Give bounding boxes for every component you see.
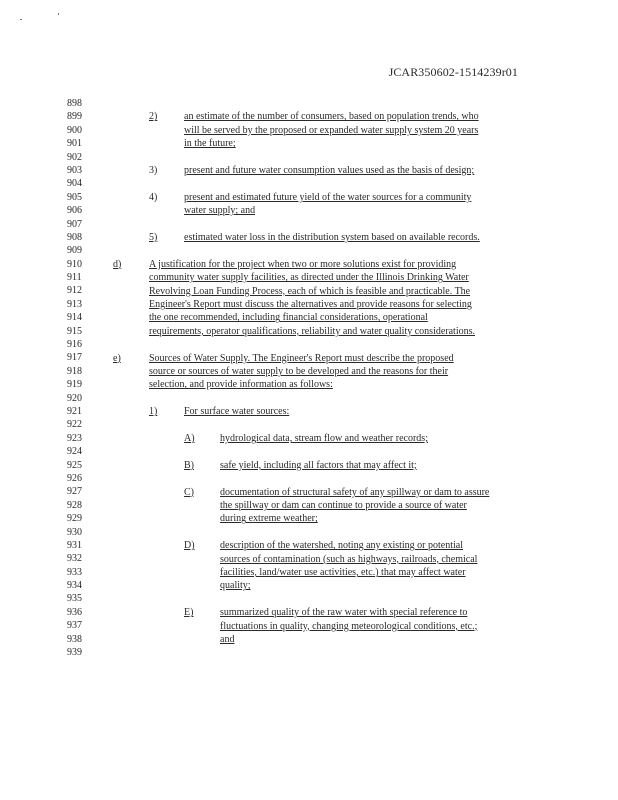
line-number: 920 (67, 392, 82, 404)
line-number: 915 (67, 325, 82, 337)
line-number: 906 (67, 205, 82, 217)
section-e-text (149, 352, 454, 392)
line-number: 921 (67, 405, 82, 417)
item-C-text (220, 486, 489, 526)
text-line: sources of contamination (such as highways, railroads, chemical (220, 553, 478, 565)
text-line: documentation of structural safety of any spillway or dam to assure (220, 486, 490, 498)
item-e1-marker: 1) (149, 406, 158, 418)
text-line: in the future; (184, 138, 236, 150)
text-line: A justification for the project when two or more solutions exist for providing (149, 258, 457, 270)
line-number: 923 (67, 432, 82, 444)
text-line: requirements, operator qualifications, reliability and water quality considerations. (149, 325, 476, 337)
line-number: 918 (67, 365, 82, 377)
item-C-marker: C) (184, 486, 194, 498)
text-line: facilities, land/water use activities, etc.) that may affect water (220, 567, 466, 578)
line-number: 917 (67, 352, 82, 364)
line-number: 913 (67, 298, 82, 310)
line-number: 903 (67, 164, 82, 176)
item-2-marker: 2) (149, 111, 158, 123)
line-number: 934 (67, 580, 82, 592)
item-3-text: present and future water consumption values used as the basis of design; (184, 165, 475, 176)
text-line: Engineer's Report must discuss the alternatives and provide reasons for selecting (149, 299, 472, 311)
line-number: 909 (67, 245, 82, 257)
item-3-marker: 3) (149, 165, 158, 176)
item-e1-text: For surface water sources: (184, 406, 290, 418)
line-number: 902 (67, 151, 82, 163)
line-number: 908 (67, 231, 82, 243)
text-line: during extreme weather; (220, 513, 318, 525)
line-number: 907 (67, 218, 82, 230)
line-number: 929 (67, 513, 82, 525)
line-number: 937 (67, 620, 82, 632)
line-number: 901 (67, 138, 82, 150)
text-line: selection, and provide information as follows: (149, 379, 333, 391)
line-number: 938 (67, 633, 82, 645)
text-line: present and estimated future yield of the water sources for a community (184, 191, 472, 203)
text-line: fluctuations in quality, changing meteorological conditions, etc.; (220, 620, 478, 632)
text-line: an estimate of the number of consumers, based on population trends, who (184, 111, 479, 123)
line-number: 905 (67, 191, 82, 203)
line-number: 910 (67, 258, 82, 270)
section-d-marker: d) (113, 258, 122, 270)
item-2-text (184, 110, 479, 150)
text-line: source or sources of water supply to be developed and the reasons for their (149, 366, 449, 377)
line-number: 919 (67, 379, 82, 391)
item-D-marker: D) (184, 540, 195, 552)
item-5-marker: 5) (149, 232, 158, 243)
line-number: 935 (67, 593, 82, 605)
text-line: the one recommended, including financial considerations, operational (149, 312, 428, 324)
line-number: 898 (67, 98, 82, 109)
document-id: JCAR350602-1514239r01 (388, 65, 518, 79)
item-A-marker: A) (184, 433, 195, 444)
item-D-text (220, 539, 477, 593)
line-number: 939 (67, 647, 82, 659)
line-number: 914 (67, 312, 82, 324)
text-line: water supply; and (184, 205, 256, 217)
line-number: 900 (67, 124, 82, 136)
text-line: Revolving Loan Funding Process, each of which is feasible and practicable. The (149, 285, 471, 297)
text-line: Sources of Water Supply. The Engineer's Report must describe the proposed (149, 352, 454, 364)
line-number: 912 (67, 285, 82, 297)
item-E-marker: E) (184, 607, 194, 619)
item-E-text (220, 606, 477, 646)
text-line: summarized quality of the raw water with special reference to (220, 607, 468, 619)
item-B-text: safe yield, including all factors that may affect it; (220, 459, 417, 471)
line-number: 904 (67, 178, 82, 190)
line-number: 928 (67, 499, 82, 511)
line-number: 925 (67, 459, 82, 471)
line-number: 930 (67, 526, 82, 538)
line-number: 911 (67, 272, 82, 284)
line-number: 922 (67, 419, 82, 431)
line-number: 933 (67, 566, 82, 578)
section-d-text (149, 258, 475, 338)
scan-speck (58, 13, 59, 15)
line-number: 916 (67, 339, 82, 351)
text-line: will be served by the proposed or expanded water supply system 20 years (184, 124, 479, 136)
scan-speck (20, 19, 22, 20)
line-number: 899 (67, 111, 82, 123)
line-number: 936 (67, 606, 82, 618)
item-5-text: estimated water loss in the distribution system based on available records. (184, 232, 480, 243)
text-line: community water supply facilities, as directed under the Illinois Drinking Water (149, 272, 469, 284)
text-line: the spillway or dam can continue to provide a source of water (220, 500, 467, 511)
line-number: 931 (67, 539, 82, 551)
line-number: 926 (67, 472, 82, 484)
line-number: 924 (67, 446, 82, 458)
line-numbers (67, 97, 82, 659)
item-4-marker: 4) (149, 191, 158, 203)
text-line: quality; (220, 580, 251, 592)
text-line: and (220, 634, 235, 645)
section-e-marker: e) (113, 352, 121, 364)
item-A-text: hydrological data, stream flow and weather records; (220, 433, 428, 444)
item-B-marker: B) (184, 459, 194, 471)
item-4-text (184, 191, 471, 218)
line-number: 932 (67, 553, 82, 565)
text-line: description of the watershed, noting any existing or potential (220, 540, 463, 552)
line-number: 927 (67, 486, 82, 498)
